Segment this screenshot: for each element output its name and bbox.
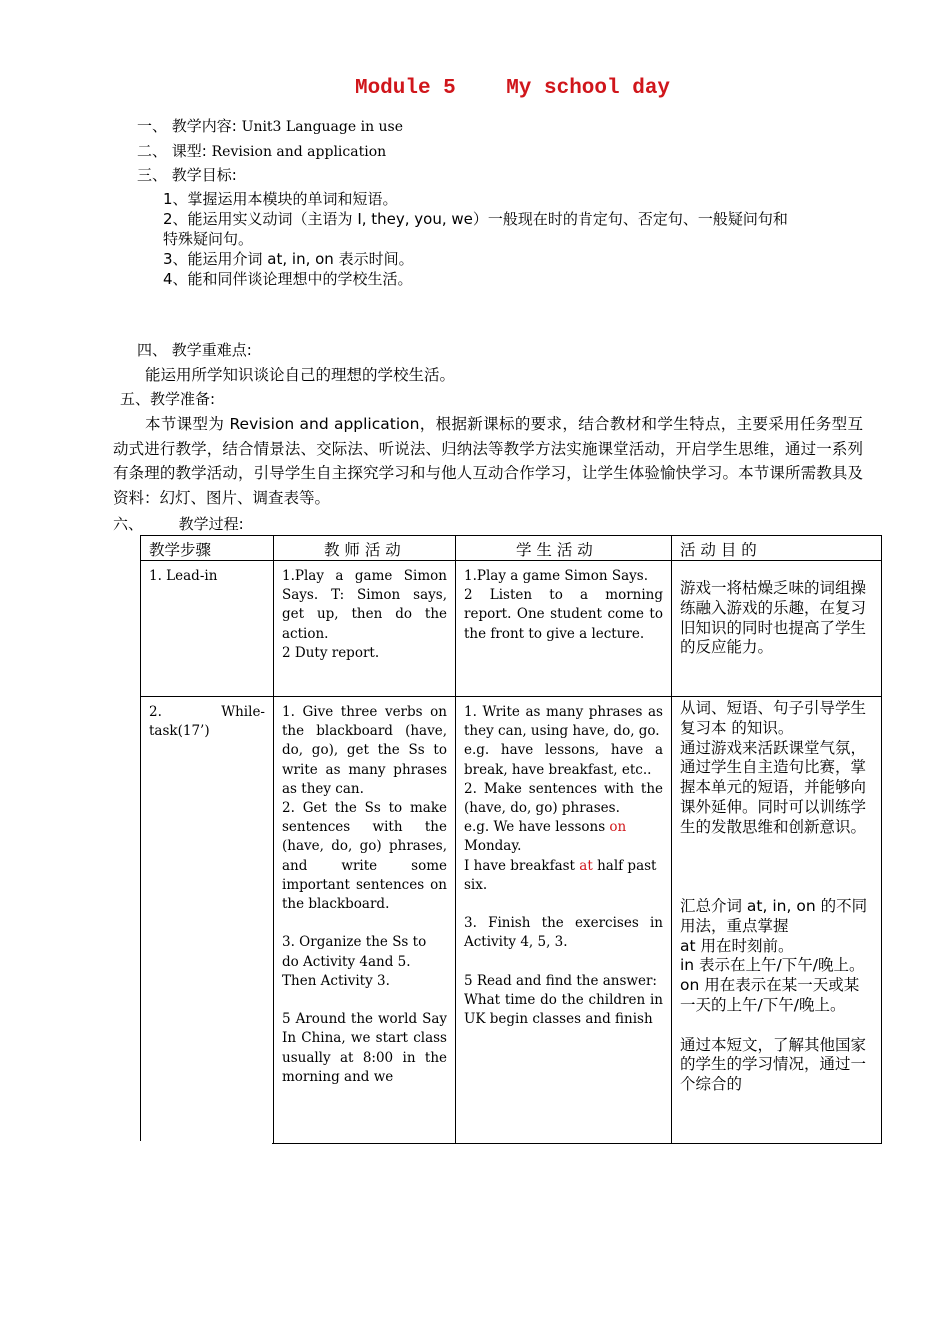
preposition-at: at	[579, 857, 593, 874]
section-2-label: 课型:	[171, 142, 207, 160]
purpose-text: in 表示在上午/下午/晚上。on 用在表示在某一天或某一天的上午/下午/晚上。	[680, 956, 865, 1014]
teacher-activity: 5 Around the world Say In China, we start class usually at 8:00 in the morning and we	[282, 1011, 447, 1085]
teacher-cell	[274, 561, 456, 697]
section-1-label: 教学内容:	[171, 117, 237, 135]
student-example	[464, 818, 663, 895]
header-purpose: 活 动 目 的	[672, 536, 882, 561]
example-text: I have breakfast	[464, 857, 575, 874]
section-2-num: 二、	[137, 142, 168, 160]
preposition-on: on	[609, 819, 627, 836]
objective-1: 1、掌握运用本模块的单词和短语。	[163, 190, 398, 208]
step-cell: 2. While-task(17’)	[141, 697, 274, 1144]
objective-4: 4、能和同伴谈论理想中的学校生活。	[163, 270, 413, 288]
section-4-label: 教学重难点:	[171, 341, 252, 359]
section-6-num: 六、	[113, 515, 144, 533]
example-text: half past six.	[464, 857, 657, 893]
section-1	[137, 116, 403, 137]
page-title: Module 5 My school day	[354, 77, 671, 100]
purpose-text: at 用在时刻前。	[680, 936, 794, 955]
example-text: e.g. We have lessons	[464, 819, 606, 836]
purpose-cell	[672, 697, 882, 1144]
section-5-label: 五、教学准备:	[120, 390, 216, 408]
teaching-process-table	[140, 535, 882, 1144]
example-text: Monday.	[464, 838, 522, 855]
section-1-value: Unit3 Language in use	[241, 119, 404, 135]
table-row	[141, 561, 882, 697]
student-activity: 5 Read and find the answer:	[464, 972, 657, 989]
purpose-cell	[672, 561, 882, 697]
objective-2: 2、能运用实义动词（主语为 I, they, you, we）一般现在时的肯定句、否定句、一般疑问句和	[163, 210, 788, 228]
section-6-label: 教学过程:	[178, 515, 244, 533]
section-6	[113, 514, 244, 534]
student-cell	[456, 561, 672, 697]
purpose-text: 从词、短语、句子引导学生复习本 的知识。	[680, 699, 867, 737]
objective-2-cont: 特殊疑问句。	[163, 230, 254, 248]
student-activity: 3. Finish the exercises in Activity 4, 5, 3.	[464, 915, 663, 951]
student-activity: What time do the children in UK begin classes and finish	[464, 992, 663, 1028]
teacher-activity: 3. Organize the Ss to do Activity 4and 5. Then Activity 3.	[282, 934, 427, 989]
section-3-label: 教学目标:	[171, 166, 237, 184]
section-2	[137, 141, 386, 162]
student-cell	[456, 697, 672, 1144]
step-cell: 1. Lead-in	[141, 561, 274, 697]
section-3-num: 三、	[137, 166, 168, 184]
teacher-cell	[274, 697, 456, 1144]
purpose-text: 通过本短文，了解其他国家的学生的学习情况，通过一个综合的	[680, 1035, 867, 1094]
purpose-text: 游戏一将枯燥乏味的词组操练融入游戏的乐趣，在复习旧知识的同时也提高了学生的反应能力。	[680, 579, 867, 657]
table-row	[141, 697, 882, 1144]
section-3	[137, 165, 237, 185]
student-activity: 2 Listen to a morning report. One student come to the front to give a lecture.	[464, 587, 663, 642]
header-teacher: 教 师 活 动	[274, 536, 456, 561]
student-activity: 2. Make sentences with the (have, do, go) phrases.	[464, 780, 663, 817]
teacher-activity: 2 Duty report.	[282, 644, 380, 661]
student-activity: e.g. have lessons, have a break, have breakfast, etc..	[464, 742, 663, 778]
section-5-text: 本节课型为 Revision and application，根据新课标的要求，结合教材和学生特点，主要采用任务型互动式进行教学，结合情景法、交际法、听说法、归纳法等教学方法实施课堂活动，开启学生思维，通过一系列有条理的教学活动，引导学生自主探究学习和与他人互动合作学习，让学生体验愉快学习。本节课所需教具及资料：幻灯、图片、调查表等。	[113, 415, 863, 507]
section-1-num: 一、	[137, 117, 168, 135]
student-activity: 1.Play a game Simon Says.	[464, 568, 648, 584]
section-4-text: 能运用所学知识谈论自己的理想的学校生活。	[145, 366, 456, 384]
section-2-value: Revision and application	[211, 144, 387, 160]
section-4	[137, 340, 252, 360]
purpose-text: 汇总介词 at, in, on 的不同用法，重点掌握	[680, 896, 868, 935]
teacher-activity: 2. Get the Ss to make sentences with the (have, do, go) phrases, and write some important sentences on the blackboard.	[282, 800, 447, 913]
teacher-activity: 1. Give three verbs on the blackboard (have, do, go), get the Ss to write as many phrases as they can.	[282, 704, 447, 797]
teacher-activity: 1.Play a game Simon Says. T: Simon says, get up, then do the action.	[282, 568, 447, 642]
header-student: 学 生 活 动	[456, 536, 672, 561]
purpose-text: 通过游戏来活跃课堂气氛，通过学生自主造句比赛，掌握本单元的短语，并能够向课外延伸。同时可以训练学生的发散思维和创新意识。	[680, 738, 867, 836]
header-step: 教学步骤	[141, 536, 274, 561]
section-4-num: 四、	[137, 341, 168, 359]
table-header-row	[141, 536, 882, 561]
border-mask	[139, 1141, 272, 1147]
objective-3: 3、能运用介词 at, in, on 表示时间。	[163, 250, 414, 268]
student-activity: 1. Write as many phrases as they can, using have, do, go.	[464, 704, 663, 740]
